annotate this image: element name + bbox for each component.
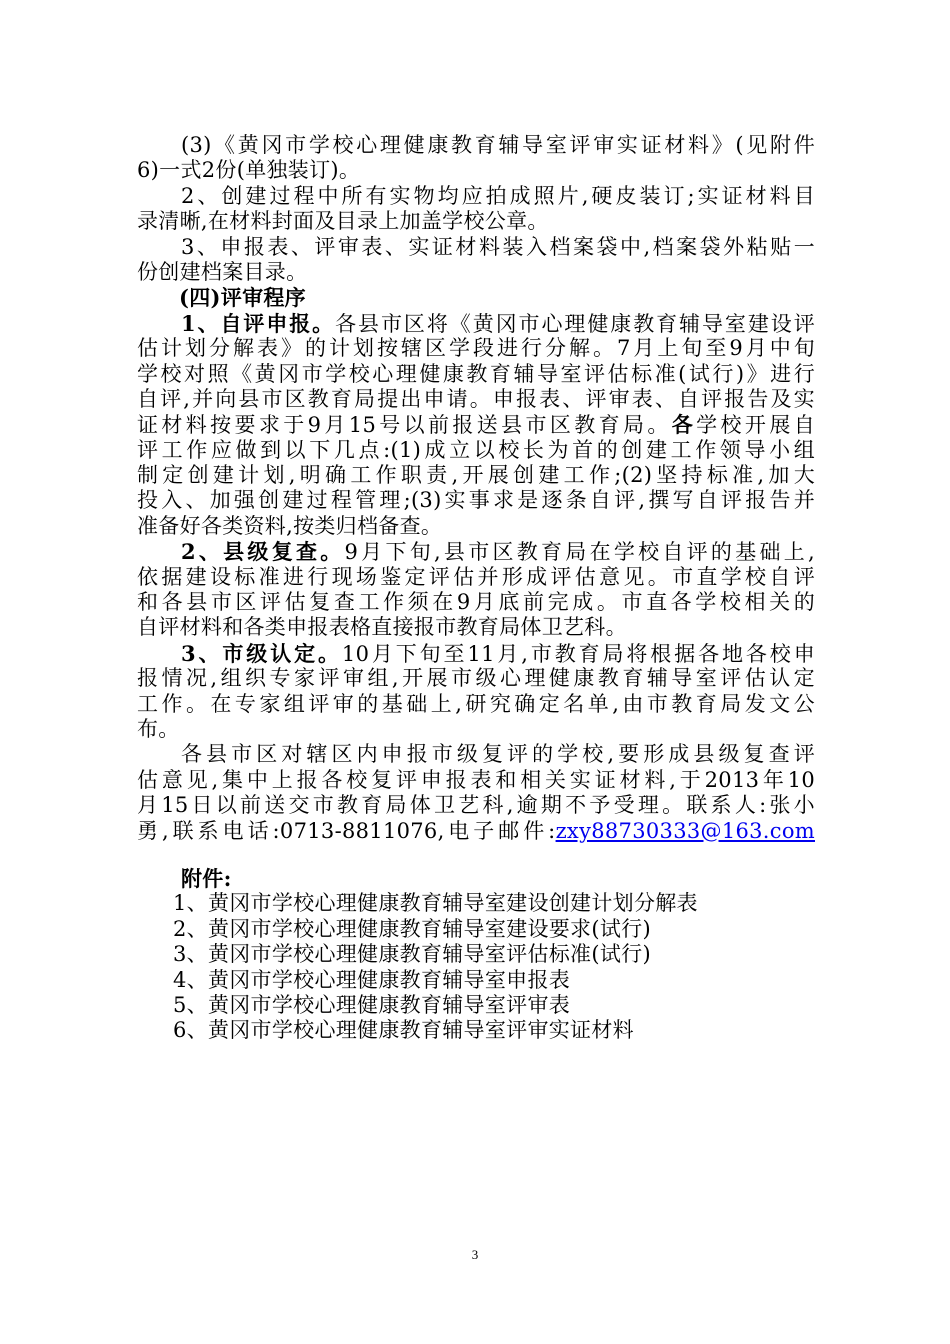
- paragraph-line: 3、申报表、评审表、实证材料装入档案袋中,档案袋外粘贴一: [181, 234, 815, 259]
- spacer: [137, 844, 815, 866]
- paragraph-line: 估意见,集中上报各校复评申报表和相关实证材料,于2013年10: [137, 767, 815, 792]
- paragraph-line: 制定创建计划,明确工作职责,开展创建工作;(2)坚持标准,加大: [137, 463, 815, 488]
- attachment-item: 5、黄冈市学校心理健康教育辅导室评审表: [173, 992, 571, 1017]
- paragraph-line: [137, 539, 815, 564]
- page-number: 3: [471, 1247, 479, 1262]
- paragraph-text: 各县市区将《黄冈市心理健康教育辅导室建设评: [335, 311, 815, 336]
- paragraph-text: 10月下旬至11月,市教育局将根据各地各校申: [341, 641, 815, 666]
- attachment-item: 6、黄冈市学校心理健康教育辅导室评审实证材料: [173, 1018, 634, 1043]
- subsection-title: 2、县级复查。: [181, 539, 345, 565]
- paragraph-line: 准备好各类资料,按类归档备查。: [137, 513, 443, 538]
- paragraph-line: [137, 819, 815, 844]
- paragraph-line: [137, 311, 815, 336]
- paragraph-line: 份创建档案目录。: [137, 259, 308, 284]
- paragraph-line: 依据建设标准进行现场鉴定评估并形成评估意见。市直学校自评: [137, 564, 815, 589]
- paragraph-line: 2、创建过程中所有实物均应拍成照片,硬皮装订;实证材料目: [181, 183, 815, 208]
- paragraph-line: [137, 412, 815, 437]
- attachment-item: 1、黄冈市学校心理健康教育辅导室建设创建计划分解表: [173, 891, 698, 916]
- paragraph-line: 布。: [137, 716, 180, 741]
- section-heading: (四)评审程序: [179, 285, 306, 311]
- paragraph-line: 评工作应做到以下几点:(1)成立以校长为首的创建工作领导小组: [137, 437, 815, 462]
- paragraph-line: 和各县市区评估复查工作须在9月底前完成。市直各学校相关的: [137, 590, 815, 615]
- attachments-heading: 附件:: [181, 865, 232, 891]
- paragraph-line: (3)《黄冈市学校心理健康教育辅导室评审实证材料》(见附件: [181, 133, 815, 157]
- paragraph-line: 报情况,组织专家评审组,开展市级心理健康教育辅导室评估认定: [137, 666, 815, 691]
- bold-text: 各: [671, 412, 697, 438]
- attachment-item: 4、黄冈市学校心理健康教育辅导室申报表: [173, 967, 571, 992]
- paragraph-line: 6)一式2份(单独装订)。: [137, 158, 361, 183]
- paragraph-text: 证材料按要求于9月15号以前报送县市区教育局。: [137, 413, 672, 438]
- paragraph-text: 学校开展自: [696, 413, 815, 438]
- email-link[interactable]: zxy88730333@163.com: [555, 818, 815, 843]
- paragraph-text: 9月下旬,县市区教育局在学校自评的基础上,: [344, 540, 815, 565]
- paragraph-line: 投入、加强创建过程管理;(3)实事求是逐条自评,撰写自评报告并: [137, 488, 815, 513]
- paragraph-line: 工作。在专家组评审的基础上,研究确定名单,由市教育局发文公: [137, 691, 815, 716]
- subsection-title: 3、市级认定。: [181, 640, 342, 666]
- paragraph-line: 录清晰,在材料封面及目录上加盖学校公章。: [137, 209, 549, 234]
- paragraph-line: 估计划分解表》的计划按辖区学段进行分解。7月上旬至9月中旬: [137, 336, 815, 361]
- paragraph-line: 月15日以前送交市教育局体卫艺科,逾期不予受理。联系人:张小: [137, 793, 815, 818]
- document-page: [137, 133, 815, 1044]
- subsection-title: 1、自评申报。: [181, 310, 336, 336]
- paragraph-line: 各县市区对辖区内申报市级复评的学校,要形成县级复查评: [181, 742, 815, 767]
- attachment-item: 3、黄冈市学校心理健康教育辅导室评估标准(试行): [173, 942, 651, 967]
- paragraph-line: 自评材料和各类申报表格直接报市教育局体卫艺科。: [137, 615, 627, 640]
- paragraph-line: 学校对照《黄冈市学校心理健康教育辅导室评估标准(试行)》进行: [137, 361, 815, 386]
- attachment-item: 2、黄冈市学校心理健康教育辅导室建设要求(试行): [173, 916, 651, 941]
- paragraph-line: 自评,并向县市区教育局提出申请。申报表、评审表、自评报告及实: [137, 386, 815, 411]
- paragraph-line: [137, 641, 815, 666]
- paragraph-text: 勇,联系电话:0713-8811076,电子邮件:: [137, 818, 556, 843]
